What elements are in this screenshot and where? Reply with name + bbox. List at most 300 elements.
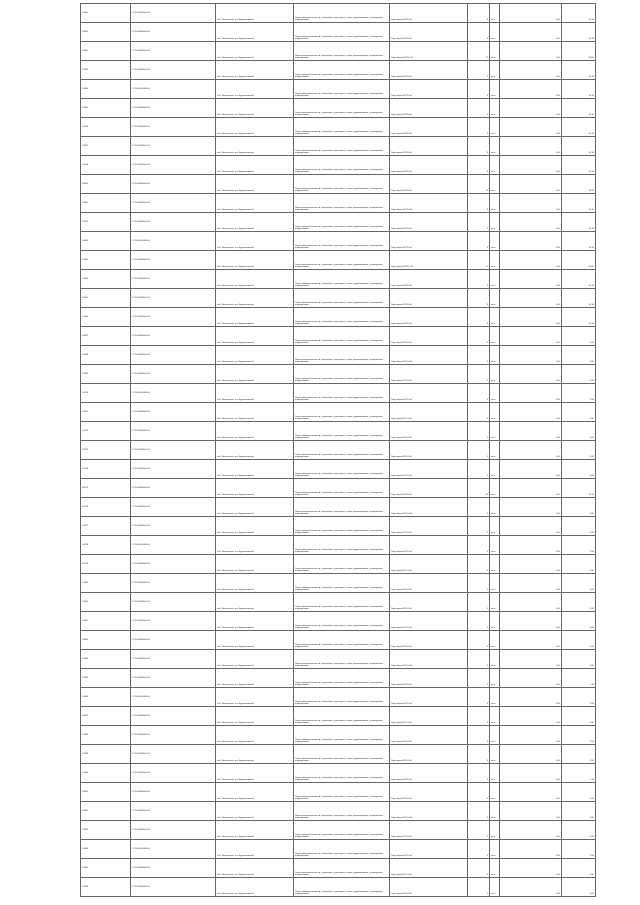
area-cell: 5: [468, 422, 490, 441]
area-cell: 5: [468, 365, 490, 384]
cost-cell: 5,12: [562, 764, 596, 783]
address-cell: обл. Ивановская, р-н Фурмановский: [216, 4, 294, 23]
cost-cell: 10,34: [562, 232, 596, 251]
land-category-cell: Земли промышленности, энергетики, транспорта, связи, радиовещания, телевидения, информатики: [294, 669, 390, 688]
land-plot-table: [80, 3, 596, 897]
permitted-use-cell: Под опоры ВЛ-10 кВ: [390, 821, 468, 840]
cost-cell: 5,95: [562, 498, 596, 517]
area-cell: 5: [468, 327, 490, 346]
cadastral-number: 27:04:0000000:00: [131, 23, 216, 42]
land-category-cell: Земли промышленности, энергетики, транспорта, связи, радиовещания, телевидения, информатики: [294, 688, 390, 707]
table-row: [81, 593, 596, 612]
table-row: [81, 251, 596, 270]
address-cell: обл. Ивановская, р-н Фурмановский: [216, 23, 294, 42]
table-row: [81, 365, 596, 384]
row-number: 10475: [81, 479, 131, 498]
cadastral-number: 27:04:0000000:00: [131, 707, 216, 726]
area-cell: 9: [468, 23, 490, 42]
permitted-use-cell: Под опоры ВЛ-35 кВ: [390, 4, 468, 23]
table-row: [81, 403, 596, 422]
cost-cell: 3,55: [562, 688, 596, 707]
row-number: 10483: [81, 631, 131, 650]
cadastral-number: 27:04:0000000:00: [131, 802, 216, 821]
area-cell: 9: [468, 99, 490, 118]
rate-cell: 1,00: [500, 536, 562, 555]
permitted-use-cell: Под опоры ВЛ-10 кВ: [390, 574, 468, 593]
area-cell: 11: [468, 175, 490, 194]
unit-cell: кв.м: [490, 764, 500, 783]
unit-cell: кв.м: [490, 650, 500, 669]
row-number: 10451: [81, 23, 131, 42]
table-row: [81, 194, 596, 213]
cost-cell: 5,95: [562, 574, 596, 593]
permitted-use-cell: Под опоры ВЛ-110 кВ: [390, 42, 468, 61]
table-body: [81, 4, 596, 897]
land-category-cell: Земли промышленности, энергетики, транспорта, связи, радиовещания, телевидения, информатики: [294, 118, 390, 137]
rate-cell: 1,00: [500, 384, 562, 403]
area-cell: 9: [468, 4, 490, 23]
row-number: 10452: [81, 42, 131, 61]
address-cell: обл. Ивановская, р-н Фурмановский: [216, 460, 294, 479]
permitted-use-cell: Под опоры ВЛ-35 кВ: [390, 23, 468, 42]
unit-cell: кв.м: [490, 460, 500, 479]
row-number: 10455: [81, 99, 131, 118]
permitted-use-cell: Под опоры ВЛ-10 кВ: [390, 631, 468, 650]
land-category-cell: Земли промышленности, энергетики, транспорта, связи, радиовещания, телевидения, информатики: [294, 403, 390, 422]
row-number: 10454: [81, 80, 131, 99]
cost-cell: 5,95: [562, 327, 596, 346]
unit-cell: кв.м: [490, 669, 500, 688]
area-cell: 9: [468, 289, 490, 308]
unit-cell: кв.м: [490, 745, 500, 764]
cost-cell: 5,95: [562, 403, 596, 422]
unit-cell: кв.м: [490, 726, 500, 745]
cadastral-number: 27:04:0000000:00: [131, 555, 216, 574]
address-cell: обл. Ивановская, р-н Фурмановский: [216, 631, 294, 650]
area-cell: 9: [468, 213, 490, 232]
row-number: 10482: [81, 612, 131, 631]
cadastral-number: 27:04:0000000:00: [131, 289, 216, 308]
area-cell: 17: [468, 251, 490, 270]
area-cell: 5: [468, 859, 490, 878]
cadastral-number: 27:04:0000000:00: [131, 346, 216, 365]
cost-cell: 5,95: [562, 631, 596, 650]
table-row: [81, 707, 596, 726]
cost-cell: 10,34: [562, 118, 596, 137]
cadastral-number: 27:04:0000000:00: [131, 612, 216, 631]
rate-cell: 1,00: [500, 574, 562, 593]
rate-cell: 1,00: [500, 327, 562, 346]
unit-cell: кв.м: [490, 593, 500, 612]
address-cell: обл. Ивановская, р-н Фурмановский: [216, 517, 294, 536]
address-cell: обл. Ивановская, р-н Фурмановский: [216, 802, 294, 821]
cadastral-number: 27:04:0000000:00: [131, 137, 216, 156]
land-category-cell: Земли промышленности, энергетики, транспорта, связи, радиовещания, телевидения, информатики: [294, 61, 390, 80]
rate-cell: 1,00: [500, 460, 562, 479]
unit-cell: кв.м: [490, 441, 500, 460]
rate-cell: 1,00: [500, 859, 562, 878]
unit-cell: кв.м: [490, 42, 500, 61]
address-cell: обл. Ивановская, р-н Фурмановский: [216, 745, 294, 764]
permitted-use-cell: Под опоры ВЛ-35 кВ: [390, 669, 468, 688]
row-number: 10470: [81, 384, 131, 403]
row-number: 10460: [81, 194, 131, 213]
area-cell: 5: [468, 460, 490, 479]
cadastral-number: 27:04:0000000:00: [131, 517, 216, 536]
row-number: 10458: [81, 156, 131, 175]
address-cell: обл. Ивановская, р-н Фурмановский: [216, 555, 294, 574]
address-cell: обл. Ивановская, р-н Фурмановский: [216, 213, 294, 232]
unit-cell: кв.м: [490, 156, 500, 175]
cadastral-number: 27:04:0000000:00: [131, 422, 216, 441]
address-cell: обл. Ивановская, р-н Фурмановский: [216, 574, 294, 593]
unit-cell: кв.м: [490, 213, 500, 232]
address-cell: обл. Ивановская, р-н Фурмановский: [216, 593, 294, 612]
area-cell: 9: [468, 118, 490, 137]
address-cell: обл. Ивановская, р-н Фурмановский: [216, 707, 294, 726]
rate-cell: 1,00: [500, 669, 562, 688]
unit-cell: кв.м: [490, 308, 500, 327]
cadastral-number: 27:04:0000000:00: [131, 631, 216, 650]
table-row: [81, 4, 596, 23]
table-row: [81, 346, 596, 365]
table-row: [81, 441, 596, 460]
permitted-use-cell: Под опоры ВЛ-10 кВ: [390, 840, 468, 859]
cadastral-number: 27:04:0000000:00: [131, 669, 216, 688]
address-cell: обл. Ивановская, р-н Фурмановский: [216, 840, 294, 859]
area-cell: 9: [468, 80, 490, 99]
land-category-cell: Земли промышленности, энергетики, транспорта, связи, радиовещания, телевидения, информатики: [294, 99, 390, 118]
permitted-use-cell: Под опоры ВЛ-10 кВ: [390, 593, 468, 612]
address-cell: обл. Ивановская, р-н Фурмановский: [216, 194, 294, 213]
cadastral-number: 27:04:0000000:00: [131, 365, 216, 384]
rate-cell: 1,00: [500, 289, 562, 308]
table-row: [81, 517, 596, 536]
address-cell: обл. Ивановская, р-н Фурмановский: [216, 61, 294, 80]
permitted-use-cell: Под опоры ВЛ-35 кВ: [390, 213, 468, 232]
area-cell: 4: [468, 764, 490, 783]
unit-cell: кв.м: [490, 327, 500, 346]
land-category-cell: Земли промышленности, энергетики, транспорта, связи, радиовещания, телевидения, информатики: [294, 42, 390, 61]
address-cell: обл. Ивановская, р-н Фурмановский: [216, 308, 294, 327]
table-row: [81, 42, 596, 61]
cost-cell: 3,55: [562, 707, 596, 726]
cadastral-number: 27:04:0000000:00: [131, 251, 216, 270]
unit-cell: кв.м: [490, 536, 500, 555]
table-row: [81, 270, 596, 289]
address-cell: обл. Ивановская, р-н Фурмановский: [216, 764, 294, 783]
row-number: 10478: [81, 536, 131, 555]
permitted-use-cell: Под опоры ВЛ-35 кВ: [390, 80, 468, 99]
row-number: 10464: [81, 270, 131, 289]
cost-cell: 10,34: [562, 23, 596, 42]
cost-cell: 5,95: [562, 859, 596, 878]
area-cell: 5: [468, 517, 490, 536]
rate-cell: 1,00: [500, 745, 562, 764]
area-cell: 9: [468, 61, 490, 80]
table-row: [81, 175, 596, 194]
row-number: 10488: [81, 726, 131, 745]
rate-cell: 1,00: [500, 175, 562, 194]
row-number: 10468: [81, 346, 131, 365]
address-cell: обл. Ивановская, р-н Фурмановский: [216, 498, 294, 517]
unit-cell: кв.м: [490, 878, 500, 897]
land-category-cell: Земли промышленности, энергетики, транспорта, связи, радиовещания, телевидения, информатики: [294, 346, 390, 365]
rate-cell: 1,00: [500, 156, 562, 175]
unit-cell: кв.м: [490, 840, 500, 859]
row-number: 10496: [81, 878, 131, 897]
cadastral-number: 27:04:0000000:00: [131, 327, 216, 346]
unit-cell: кв.м: [490, 479, 500, 498]
rate-cell: 1,00: [500, 137, 562, 156]
unit-cell: кв.м: [490, 802, 500, 821]
land-category-cell: Земли промышленности, энергетики, транспорта, связи, радиовещания, телевидения, информатики: [294, 422, 390, 441]
cost-cell: 10,34: [562, 270, 596, 289]
rate-cell: 1,00: [500, 422, 562, 441]
address-cell: обл. Ивановская, р-н Фурмановский: [216, 821, 294, 840]
address-cell: обл. Ивановская, р-н Фурмановский: [216, 80, 294, 99]
address-cell: обл. Ивановская, р-н Фурмановский: [216, 783, 294, 802]
table-row: [81, 840, 596, 859]
land-category-cell: Земли промышленности, энергетики, транспорта, связи, радиовещания, телевидения, информатики: [294, 878, 390, 897]
address-cell: обл. Ивановская, р-н Фурмановский: [216, 289, 294, 308]
unit-cell: кв.м: [490, 346, 500, 365]
row-number: 10480: [81, 574, 131, 593]
row-number: 10473: [81, 441, 131, 460]
cadastral-number: 27:04:0000000:00: [131, 783, 216, 802]
rate-cell: 1,00: [500, 840, 562, 859]
land-category-cell: Земли промышленности, энергетики, транспорта, связи, радиовещания, телевидения, информатики: [294, 4, 390, 23]
permitted-use-cell: Под опоры ВЛ-35 кВ: [390, 137, 468, 156]
area-cell: 5: [468, 441, 490, 460]
area-cell: 45: [468, 479, 490, 498]
cadastral-number: 27:04:0000000:00: [131, 593, 216, 612]
land-category-cell: Земли промышленности, энергетики, транспорта, связи, радиовещания, телевидения, информатики: [294, 365, 390, 384]
address-cell: обл. Ивановская, р-н Фурмановский: [216, 175, 294, 194]
table-row: [81, 650, 596, 669]
table-row: [81, 156, 596, 175]
permitted-use-cell: Под опоры ВЛ-10 кВ: [390, 460, 468, 479]
cadastral-number: 27:04:0000000:00: [131, 403, 216, 422]
rate-cell: 1,00: [500, 251, 562, 270]
unit-cell: кв.м: [490, 194, 500, 213]
cost-cell: 10,34: [562, 156, 596, 175]
cost-cell: 5,95: [562, 783, 596, 802]
permitted-use-cell: Под опоры ВЛ-10 кВ: [390, 498, 468, 517]
rate-cell: 1,00: [500, 403, 562, 422]
land-category-cell: Земли промышленности, энергетики, транспорта, связи, радиовещания, телевидения, информатики: [294, 460, 390, 479]
cadastral-number: 27:04:0000000:00: [131, 441, 216, 460]
land-category-cell: Земли промышленности, энергетики, транспорта, связи, радиовещания, телевидения, информатики: [294, 213, 390, 232]
table-row: [81, 61, 596, 80]
permitted-use-cell: Под опоры ВЛ-35 кВ: [390, 308, 468, 327]
table-row: [81, 669, 596, 688]
area-cell: 3: [468, 745, 490, 764]
row-number: 10457: [81, 137, 131, 156]
rate-cell: 1,00: [500, 213, 562, 232]
cadastral-number: 27:04:0000000:00: [131, 194, 216, 213]
rate-cell: 1,00: [500, 764, 562, 783]
cadastral-number: 27:04:0000000:00: [131, 479, 216, 498]
row-number: 10474: [81, 460, 131, 479]
permitted-use-cell: Под опоры ВЛ-10 кВ: [390, 878, 468, 897]
area-cell: 9: [468, 308, 490, 327]
area-cell: 9: [468, 232, 490, 251]
address-cell: обл. Ивановская, р-н Фурмановский: [216, 878, 294, 897]
unit-cell: кв.м: [490, 4, 500, 23]
cost-cell: 5,95: [562, 460, 596, 479]
area-cell: 3: [468, 707, 490, 726]
unit-cell: кв.м: [490, 365, 500, 384]
row-number: 10471: [81, 403, 131, 422]
land-category-cell: Земли промышленности, энергетики, транспорта, связи, радиовещания, телевидения, информатики: [294, 859, 390, 878]
table-row: [81, 498, 596, 517]
permitted-use-cell: Под опоры ВЛ-10 кВ: [390, 859, 468, 878]
address-cell: обл. Ивановская, р-н Фурмановский: [216, 270, 294, 289]
land-category-cell: Земли промышленности, энергетики, транспорта, связи, радиовещания, телевидения, информатики: [294, 536, 390, 555]
land-category-cell: Земли промышленности, энергетики, транспорта, связи, радиовещания, телевидения, информатики: [294, 707, 390, 726]
permitted-use-cell: Под опоры ВЛ-35 кВ: [390, 764, 468, 783]
permitted-use-cell: Под опоры ВЛ-35 кВ: [390, 270, 468, 289]
cost-cell: 20,65: [562, 42, 596, 61]
unit-cell: кв.м: [490, 403, 500, 422]
row-number: 10490: [81, 764, 131, 783]
cost-cell: 5,95: [562, 365, 596, 384]
row-number: 10476: [81, 498, 131, 517]
cost-cell: 5,95: [562, 384, 596, 403]
permitted-use-cell: Под опоры ВЛ-10 кВ: [390, 802, 468, 821]
cost-cell: 10,34: [562, 213, 596, 232]
area-cell: 5: [468, 346, 490, 365]
row-number: 10485: [81, 669, 131, 688]
rate-cell: 1,00: [500, 631, 562, 650]
permitted-use-cell: Под опоры ВЛ-35 кВ: [390, 289, 468, 308]
cadastral-number: 27:04:0000000:00: [131, 270, 216, 289]
row-number: 10494: [81, 840, 131, 859]
row-number: 10461: [81, 213, 131, 232]
cadastral-number: 27:04:0000000:00: [131, 4, 216, 23]
area-cell: 5: [468, 384, 490, 403]
rate-cell: 1,00: [500, 80, 562, 99]
row-number: 10465: [81, 289, 131, 308]
permitted-use-cell: Под опоры ВЛ-35 кВ: [390, 156, 468, 175]
permitted-use-cell: Под опоры ВЛ-35 кВ: [390, 118, 468, 137]
cadastral-number: 27:04:0000000:00: [131, 308, 216, 327]
row-number: 10463: [81, 251, 131, 270]
area-cell: 4: [468, 669, 490, 688]
row-number: 10477: [81, 517, 131, 536]
land-category-cell: Земли промышленности, энергетики, транспорта, связи, радиовещания, телевидения, информатики: [294, 612, 390, 631]
table-row: [81, 802, 596, 821]
address-cell: обл. Ивановская, р-н Фурмановский: [216, 365, 294, 384]
cost-cell: 3,55: [562, 745, 596, 764]
row-number: 10462: [81, 232, 131, 251]
address-cell: обл. Ивановская, р-н Фурмановский: [216, 441, 294, 460]
cadastral-number: 27:04:0000000:00: [131, 688, 216, 707]
cadastral-number: 27:04:0000000:00: [131, 650, 216, 669]
row-number: 10459: [81, 175, 131, 194]
table-row: [81, 612, 596, 631]
unit-cell: кв.м: [490, 821, 500, 840]
table-row: [81, 23, 596, 42]
table-row: [81, 232, 596, 251]
address-cell: обл. Ивановская, р-н Фурмановский: [216, 726, 294, 745]
address-cell: обл. Ивановская, р-н Фурмановский: [216, 612, 294, 631]
land-category-cell: Земли промышленности, энергетики, транспорта, связи, радиовещания, телевидения, информатики: [294, 194, 390, 213]
unit-cell: кв.м: [490, 232, 500, 251]
cadastral-number: 27:04:0000000:00: [131, 460, 216, 479]
row-number: 10453: [81, 61, 131, 80]
cadastral-number: 27:04:0000000:00: [131, 745, 216, 764]
area-cell: 5: [468, 498, 490, 517]
cost-cell: 10,34: [562, 80, 596, 99]
address-cell: обл. Ивановская, р-н Фурмановский: [216, 688, 294, 707]
address-cell: обл. Ивановская, р-н Фурмановский: [216, 251, 294, 270]
rate-cell: 1,00: [500, 308, 562, 327]
unit-cell: кв.м: [490, 555, 500, 574]
permitted-use-cell: Под опоры ВЛ-10 кВ: [390, 650, 468, 669]
area-cell: 5: [468, 821, 490, 840]
area-cell: 5: [468, 555, 490, 574]
cadastral-number: 27:04:0000000:00: [131, 156, 216, 175]
cost-cell: 3,55: [562, 726, 596, 745]
cost-cell: 5,95: [562, 517, 596, 536]
cadastral-number: 27:04:0000000:00: [131, 726, 216, 745]
rate-cell: 1,00: [500, 802, 562, 821]
address-cell: обл. Ивановская, р-н Фурмановский: [216, 669, 294, 688]
row-number: 10472: [81, 422, 131, 441]
permitted-use-cell: Под опоры ВЛ-10 кВ: [390, 365, 468, 384]
cadastral-number: 27:04:0000000:00: [131, 232, 216, 251]
table-row: [81, 555, 596, 574]
unit-cell: кв.м: [490, 384, 500, 403]
land-category-cell: Земли промышленности, энергетики, транспорта, связи, радиовещания, телевидения, информатики: [294, 802, 390, 821]
table-row: [81, 308, 596, 327]
unit-cell: кв.м: [490, 80, 500, 99]
row-number: 10481: [81, 593, 131, 612]
rate-cell: 1,00: [500, 726, 562, 745]
unit-cell: кв.м: [490, 23, 500, 42]
cost-cell: 10,34: [562, 194, 596, 213]
land-category-cell: Земли промышленности, энергетики, транспорта, связи, радиовещания, телевидения, информатики: [294, 327, 390, 346]
area-cell: 3: [468, 726, 490, 745]
address-cell: обл. Ивановская, р-н Фурмановский: [216, 137, 294, 156]
cost-cell: 10,34: [562, 61, 596, 80]
permitted-use-cell: Под опоры ВЛ-10 кВ: [390, 384, 468, 403]
address-cell: обл. Ивановская, р-н Фурмановский: [216, 650, 294, 669]
row-number: 10456: [81, 118, 131, 137]
permitted-use-cell: Под опоры ВЛ-35 кВ: [390, 175, 468, 194]
cadastral-number: 27:04:0000000:00: [131, 574, 216, 593]
address-cell: обл. Ивановская, р-н Фурмановский: [216, 536, 294, 555]
area-cell: 9: [468, 270, 490, 289]
cost-cell: 5,95: [562, 441, 596, 460]
permitted-use-cell: Под опоры ВЛ-10 кВ: [390, 555, 468, 574]
area-cell: 9: [468, 156, 490, 175]
rate-cell: 1,00: [500, 555, 562, 574]
cost-cell: 20,65: [562, 251, 596, 270]
area-cell: 9: [468, 137, 490, 156]
row-number: 10466: [81, 308, 131, 327]
area-cell: 5: [468, 840, 490, 859]
cost-cell: 12,15: [562, 479, 596, 498]
cost-cell: 10,34: [562, 289, 596, 308]
cadastral-number: 27:04:0000000:00: [131, 213, 216, 232]
table-row: [81, 631, 596, 650]
table-row: [81, 80, 596, 99]
address-cell: обл. Ивановская, р-н Фурмановский: [216, 99, 294, 118]
address-cell: обл. Ивановская, р-н Фурмановский: [216, 232, 294, 251]
